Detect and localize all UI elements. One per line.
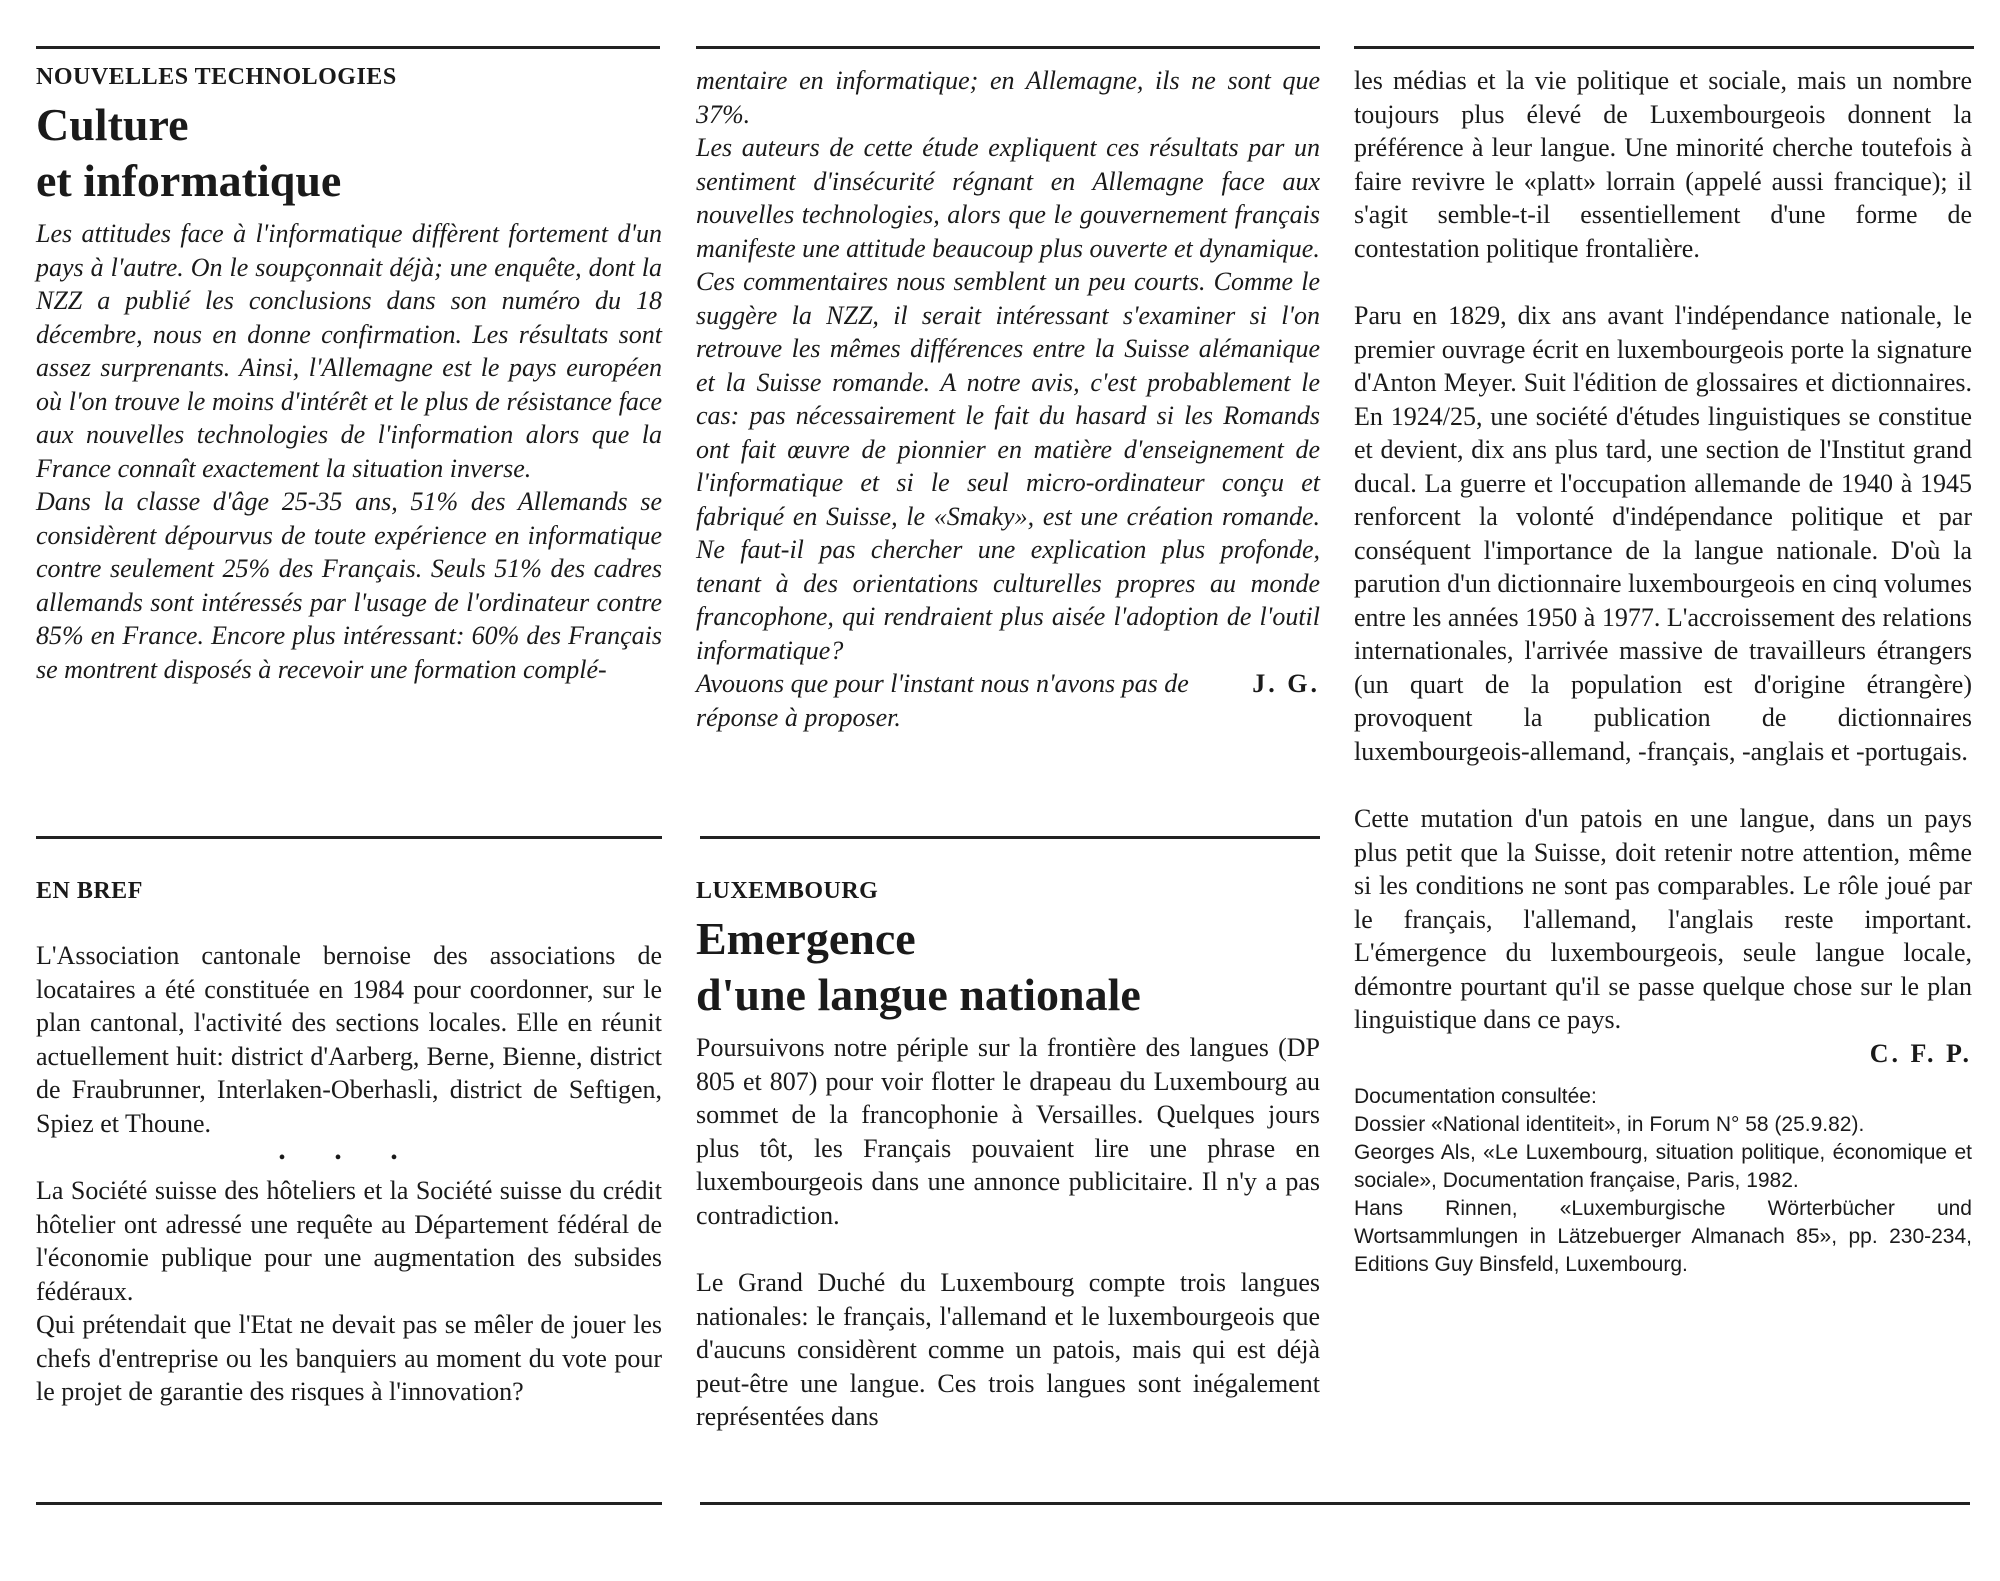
article-nouvelles-technologies — [36, 64, 662, 686]
luxembourg-paragraph-3: Paru en 1829, dix ans avant l'indépendance nationale, le premier ouvrage écrit en luxembourgeois porte la signature d'Anton Meyer. Suit l'édition de glossaires et dictionnaires. En 1924/25, une société d'études linguistiques se constitue et devient, dix ans plus tard, une section de l'Institut grand ducal. La guerre et l'occupation allemande de 1940 à 1945 renforcent la volonté d'indépendance politique et par conséquent l'importance de la langue nationale. D'où la parution d'un dictionnaire luxembourgeois en cinq volumes entre les années 1950 à 1977. L'accroissement des relations internationales, l'arrivée massive de travailleurs étrangers (un quart de la population est d'origine étrangère) provoquent la publication de dictionnaires luxembourgeois-allemand, -français, -anglais et -portugais. — [1354, 301, 1972, 766]
nouvelles-cont-paragraph-4: Avouons que pour l'instant nous n'avons pas de réponse à proposer. — [696, 669, 1189, 732]
signature-cfp: C. F. P. — [1869, 1038, 1972, 1068]
article-luxembourg — [696, 878, 1320, 1434]
nouvelles-cont-paragraph-2: Les auteurs de cette étude expliquent ces résultats par un sentiment d'insécurité régnant en Allemagne face aux nouvelles technologies, alors que le gouvernement français manifeste une attitude beaucoup plus ouverte et dynamique. — [696, 133, 1320, 263]
docs-title: Documentation consultée: — [1354, 1084, 1597, 1108]
mid-rule-col2 — [700, 836, 1320, 839]
luxembourg-paragraph-2-cont: les médias et la vie politique et sociale, mais un nombre toujours plus élevé de Luxembourgeois donnent la préférence à leur langue. Une minorité cherche toutefois à faire revivre le «platt» lorrain (appelé aussi francique); il s'agit semble-t-il essentiellement d'une forme de contestation politique frontalière. — [1354, 66, 1972, 263]
article-nouvelles-continued — [696, 64, 1320, 734]
top-rule-col2 — [696, 46, 1320, 49]
headline-culture — [36, 97, 662, 209]
en-bref-item-2: La Société suisse des hôteliers et la Société suisse du crédit hôtelier ont adressé une requête au Département fédéral de l'économie publique pour une augmentation des subsides fédéraux. — [36, 1176, 662, 1306]
docs-entry-1: Dossier «National identiteit», in Forum N° 58 (25.9.82). — [1354, 1112, 1865, 1136]
article-luxembourg-continued — [1354, 64, 1972, 1279]
nouvelles-paragraph-1: Les attitudes face à l'informatique diffèrent fortement d'un pays à l'autre. On le soupçonnait déjà; une enquête, dont la NZZ a publié les conclusions dans son numéro du 18 décembre, nous en donne confirmation. Les résultats sont assez surprenants. Ainsi, l'Allemagne est le pays européen où l'on trouve le moins d'intérêt et le plus de résistance face aux nouvelles technologies de l'information alors que la France connaît exactement la situation inverse. — [36, 219, 662, 483]
luxembourg-paragraph-1: Poursuivons notre périple sur la frontière des langues (DP 805 et 807) pour voir flotter le drapeau du Luxembourg au sommet de la francophonie à Versailles. Quelques jours plus tôt, les Français pouvaient lire une phrase en luxembourgeois dans une annonce publicitaire. Il n'y a pas contradiction. — [696, 1033, 1320, 1230]
section-kicker-nouvelles: NOUVELLES TECHNOLOGIES — [36, 64, 397, 90]
headline-line-1: Emergence — [696, 913, 916, 964]
section-kicker-en-bref: EN BREF — [36, 878, 143, 904]
nouvelles-closing-row — [696, 667, 1320, 734]
item-separator: • • • — [278, 1147, 420, 1169]
docs-entry-3: Hans Rinnen, «Luxemburgische Wörterbücher und Wortsammlungen in Lätzebuerger Almanach 85», pp. 230-234, Editions Guy Binsfeld, Luxembourg. — [1354, 1196, 1972, 1276]
top-rule-col1 — [36, 46, 660, 49]
headline-line-2: d'une langue nationale — [696, 969, 1141, 1020]
headline-line-2: et informatique — [36, 155, 342, 206]
luxembourg-paragraph-4: Cette mutation d'un patois en une langue, dans un pays plus petit que la Suisse, doit retenir notre attention, même si les conditions ne sont pas comparables. Le rôle joué par le français, l'allemand, l'anglais reste important. L'émergence du luxembourgeois, seule langue locale, démontre pourtant qu'il se passe quelque chose sur le plan linguistique dans ce pays. — [1354, 804, 1972, 1034]
signature-jg: J. G. — [1252, 669, 1320, 698]
mid-rule-col1 — [36, 836, 662, 839]
nouvelles-paragraph-2: Dans la classe d'âge 25-35 ans, 51% des Allemands se considèrent dépourvus de toute expérience en informatique contre seulement 25% des Français. Seuls 51% des cadres allemands sont intéressés par l'usage de l'ordinateur contre 85% en France. Encore plus intéressant: 60% des Français se montrent disposés à recevoir une formation complé- — [36, 487, 662, 684]
headline-line-1: Culture — [36, 99, 189, 150]
headline-emergence — [696, 911, 1320, 1023]
docs-entry-2: Georges Als, «Le Luxembourg, situation politique, économique et sociale», Documentation française, Paris, 1982. — [1354, 1140, 1972, 1192]
bottom-rule-col1 — [36, 1502, 662, 1505]
bottom-rule-col2-3 — [700, 1502, 1970, 1505]
en-bref-item-1: L'Association cantonale bernoise des associations de locataires a été constituée en 1984 pour coordonner, sur le plan cantonal, l'activité des sections locales. Elle en réunit actuellement huit: district d'Aarberg, Berne, Bienne, district de Fraubrunner, Interlaken-Oberhasli, district de Seftigen, Spiez et Thoune. — [36, 941, 662, 1138]
en-bref-item-3: Qui prétendait que l'Etat ne devait pas se mêler de jouer les chefs d'entreprise ou les banquiers au moment du vote pour le projet de garantie des risques à l'innovation? — [36, 1310, 662, 1406]
nouvelles-cont-paragraph-1: mentaire en informatique; en Allemagne, ils ne sont que 37%. — [696, 66, 1320, 129]
luxembourg-paragraph-2: Le Grand Duché du Luxembourg compte trois langues nationales: le français, l'allemand et le luxembourgeois que d'aucuns considèrent comme un patois, mais qui est déjà peut-être une langue. Ces trois langues sont inégalement représentées dans — [696, 1268, 1320, 1431]
nouvelles-cont-paragraph-3: Ces commentaires nous semblent un peu courts. Comme le suggère la NZZ, il serait intéressant s'examiner si l'on retrouve les mêmes différences entre la Suisse alémanique et la Suisse romande. A notre avis, c'est probablement le cas: pas nécessairement le fait du hasard si les Romands ont fait œuvre de pionnier en matière d'enseignement de l'informatique et si le seul micro-ordinateur conçu et fabriqué en Suisse, le «Smaky», est une création romande. Ne faut-il pas chercher une explication plus profonde, tenant à des orientations culturelles propres au monde francophone, qui rendraient plus aisée l'adoption de l'outil informatique? — [696, 267, 1320, 665]
top-rule-col3 — [1354, 46, 1974, 49]
section-kicker-luxembourg: LUXEMBOURG — [696, 878, 879, 904]
article-en-bref — [36, 878, 662, 1409]
